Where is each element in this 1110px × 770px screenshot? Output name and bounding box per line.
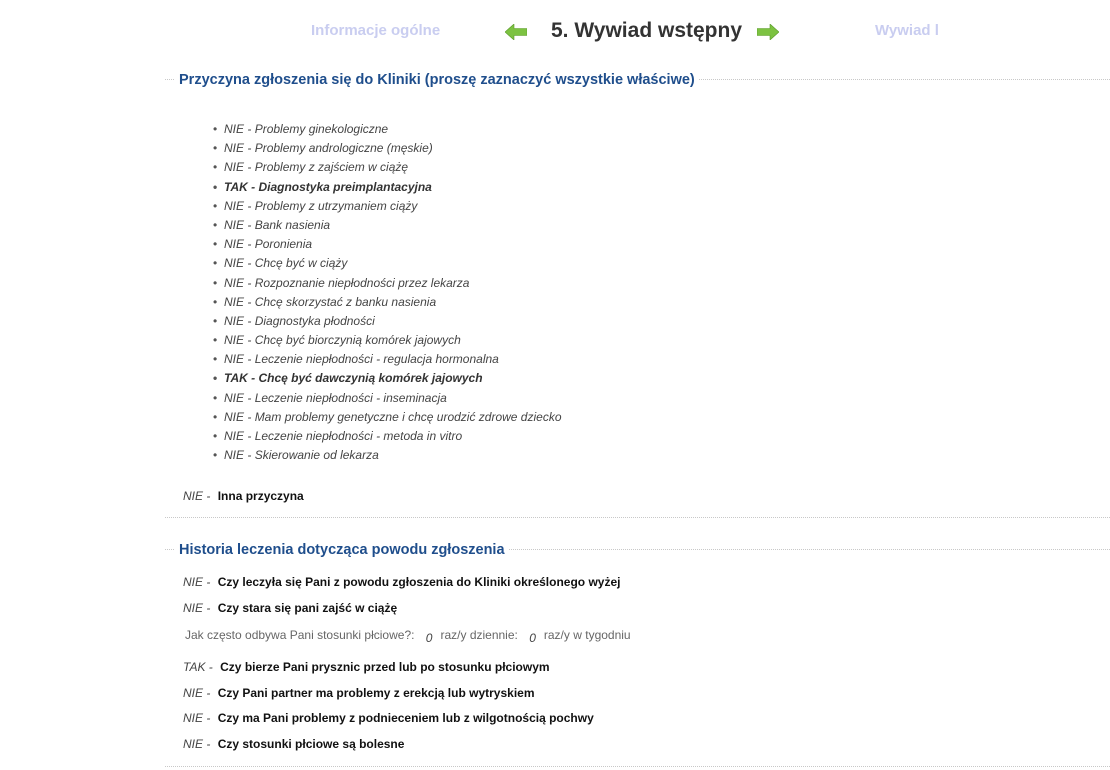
reason-label: Poronienia [254, 237, 313, 252]
reason-answer: NIE [224, 141, 245, 156]
history-section-title: Historia leczenia dotycząca powodu zgłoszenia [175, 538, 509, 562]
bullet-icon: • [213, 313, 218, 328]
reason-answer: NIE [224, 160, 245, 175]
reason-list-item: • TAK - Chcę być dawczynią komórek jajowych [224, 369, 562, 388]
bullet-icon: • [213, 256, 218, 271]
reasons-section-title: Przyczyna zgłoszenia się do Kliniki (proszę zaznaczyć wszystkie właściwe) [175, 68, 699, 92]
history-question-row: NIE - Czy stosunki płciowe są bolesne [183, 737, 405, 751]
frequency-weekly-label: raz/y w tygodniu [543, 628, 631, 642]
reason-list-item: • NIE - Bank nasienia [224, 216, 562, 235]
reason-answer: TAK [224, 371, 248, 386]
reason-label: Mam problemy genetyczne i chcę urodzić zdrowe dziecko [254, 409, 562, 424]
bullet-icon: • [213, 294, 218, 309]
bullet-icon: • [213, 409, 218, 424]
other-reason-answer: NIE [183, 489, 204, 503]
history-answer: NIE [183, 601, 204, 615]
other-reason-label: Inna przyczyna [217, 489, 304, 503]
history-answer: NIE [183, 711, 204, 725]
bullet-icon: • [213, 122, 218, 136]
reason-answer: NIE [224, 256, 245, 271]
reason-answer: TAK [224, 179, 248, 194]
reason-list-item: • NIE - Chcę skorzystać z banku nasienia [224, 293, 562, 312]
reason-list-item: • NIE - Leczenie niepłodności - regulacja hormonalna [224, 350, 562, 369]
history-question-row: NIE - Czy stara się pani zajść w ciążę [183, 601, 398, 615]
reasons-section-header [165, 68, 1110, 92]
reason-answer: NIE [224, 409, 245, 424]
reason-answer: NIE [224, 352, 245, 367]
reason-list-item: • NIE - Chcę być biorczynią komórek jajowych [224, 331, 562, 350]
reason-answer: NIE [224, 275, 245, 290]
reason-label: Problemy andrologiczne (męskie) [254, 141, 433, 156]
reason-list-item: • NIE - Chcę być w ciąży [224, 254, 562, 273]
reason-label: Problemy z utrzymaniem ciąży [254, 198, 418, 213]
history-question-label: Czy leczyła się Pani z powodu zgłoszenia do Kliniki określonego wyżej [217, 575, 621, 589]
wizard-current-step-title: 5. Wywiad wstępny [551, 19, 742, 42]
bullet-icon: • [213, 217, 218, 232]
history-answer: NIE [183, 686, 204, 700]
arrow-left-icon[interactable] [505, 24, 527, 40]
reason-answer: NIE [224, 217, 245, 232]
reason-label: Problemy z zajściem w ciążę [254, 160, 409, 175]
history-question-row: NIE - Czy leczyła się Pani z powodu zgłoszenia do Kliniki określonego wyżej [183, 575, 621, 589]
reason-label: Bank nasienia [254, 217, 331, 232]
reason-label: Chcę być w ciąży [254, 256, 348, 271]
reason-label: Diagnostyka płodności [254, 313, 375, 328]
reason-list-item: • NIE - Skierowanie od lekarza [224, 446, 562, 465]
frequency-daily-label: raz/y dziennie: [440, 628, 518, 642]
history-question-row: NIE - Czy ma Pani problemy z podnieceniem lub z wilgotnością pochwy [183, 711, 594, 725]
reasons-list [213, 120, 562, 465]
reason-label: Leczenie niepłodności - regulacja hormonalna [254, 352, 499, 367]
frequency-label: Jak często odbywa Pani stosunki płciowe?: [185, 628, 415, 642]
reason-list-item: • NIE - Poronienia [224, 235, 562, 254]
bullet-icon: • [213, 333, 218, 348]
wizard-next-step-link[interactable]: Wywiad l [875, 22, 939, 39]
bullet-icon: • [213, 390, 218, 405]
bullet-icon: • [213, 160, 218, 175]
history-question-label: Czy Pani partner ma problemy z erekcją lub wytryskiem [217, 686, 535, 700]
reason-label: Chcę być dawczynią komórek jajowych [258, 371, 483, 386]
wizard-navigation [0, 0, 1110, 62]
reason-answer: NIE [224, 237, 245, 252]
reason-label: Chcę skorzystać z banku nasienia [254, 294, 437, 309]
reason-label: Problemy ginekologiczne [254, 122, 389, 136]
history-answer: TAK [183, 660, 206, 674]
history-question-row: TAK - Czy bierze Pani prysznic przed lub po stosunku płciowym [183, 660, 550, 674]
reason-list-item: • NIE - Problemy z utrzymaniem ciąży [224, 197, 562, 216]
bullet-icon: • [213, 448, 218, 463]
reason-list-item: • NIE - Leczenie niepłodności - inseminacja [224, 389, 562, 408]
section-divider [165, 766, 1110, 767]
reason-label: Rozpoznanie niepłodności przez lekarza [254, 275, 470, 290]
reason-label: Skierowanie od lekarza [254, 448, 379, 463]
reason-list-item: • TAK - Diagnostyka preimplantacyjna [224, 178, 562, 197]
history-section-header [165, 538, 1110, 562]
reason-label: Leczenie niepłodności - metoda in vitro [254, 429, 463, 443]
bullet-icon: • [213, 352, 218, 367]
reason-list-item: • NIE - Problemy z zajściem w ciążę [224, 158, 562, 177]
intercourse-frequency-row [185, 627, 631, 643]
reason-label: Leczenie niepłodności - inseminacja [254, 390, 447, 405]
reason-answer: NIE [224, 294, 245, 309]
history-question-label: Czy ma Pani problemy z podnieceniem lub z wilgotnością pochwy [217, 711, 594, 725]
reason-label: Diagnostyka preimplantacyjna [258, 179, 432, 194]
reason-label: Chcę być biorczynią komórek jajowych [254, 333, 461, 348]
frequency-daily-value: 0 [425, 631, 433, 645]
history-question-row: NIE - Czy Pani partner ma problemy z erekcją lub wytryskiem [183, 686, 535, 700]
other-reason-row: NIE - Inna przyczyna [183, 489, 304, 503]
history-question-label: Czy bierze Pani prysznic przed lub po stosunku płciowym [220, 660, 550, 674]
reason-list-item: • NIE - Leczenie niepłodności - metoda in vitro [224, 427, 562, 446]
reasons-section [165, 68, 1110, 520]
bullet-icon: • [213, 371, 218, 386]
history-question-label: Czy stosunki płciowe są bolesne [217, 737, 405, 751]
history-section [165, 538, 1110, 770]
reason-list-item: • NIE - Problemy ginekologiczne [224, 120, 562, 139]
history-answer: NIE [183, 737, 204, 751]
history-question-label: Czy stara się pani zajść w ciążę [217, 601, 398, 615]
bullet-icon: • [213, 237, 218, 252]
reason-answer: NIE [224, 448, 245, 463]
section-divider [165, 517, 1110, 518]
reason-answer: NIE [224, 313, 245, 328]
reason-answer: NIE [224, 198, 245, 213]
bullet-icon: • [213, 198, 218, 213]
frequency-weekly-value: 0 [529, 631, 536, 645]
bullet-icon: • [213, 275, 218, 290]
reason-answer: NIE [224, 390, 245, 405]
reason-answer: NIE [224, 429, 245, 443]
bullet-icon: • [213, 141, 218, 156]
bullet-icon: • [213, 179, 218, 194]
arrow-right-icon[interactable] [757, 24, 779, 40]
reason-answer: NIE [224, 333, 245, 348]
reason-list-item: • NIE - Diagnostyka płodności [224, 312, 562, 331]
bullet-icon: • [213, 429, 218, 443]
history-answer: NIE [183, 575, 204, 589]
reason-list-item: • NIE - Problemy andrologiczne (męskie) [224, 139, 562, 158]
wizard-prev-step-link[interactable]: Informacje ogólne [311, 22, 441, 39]
reason-list-item: • NIE - Rozpoznanie niepłodności przez lekarza [224, 274, 562, 293]
reason-list-item: • NIE - Mam problemy genetyczne i chcę urodzić zdrowe dziecko [224, 408, 562, 427]
reason-answer: NIE [224, 122, 245, 136]
